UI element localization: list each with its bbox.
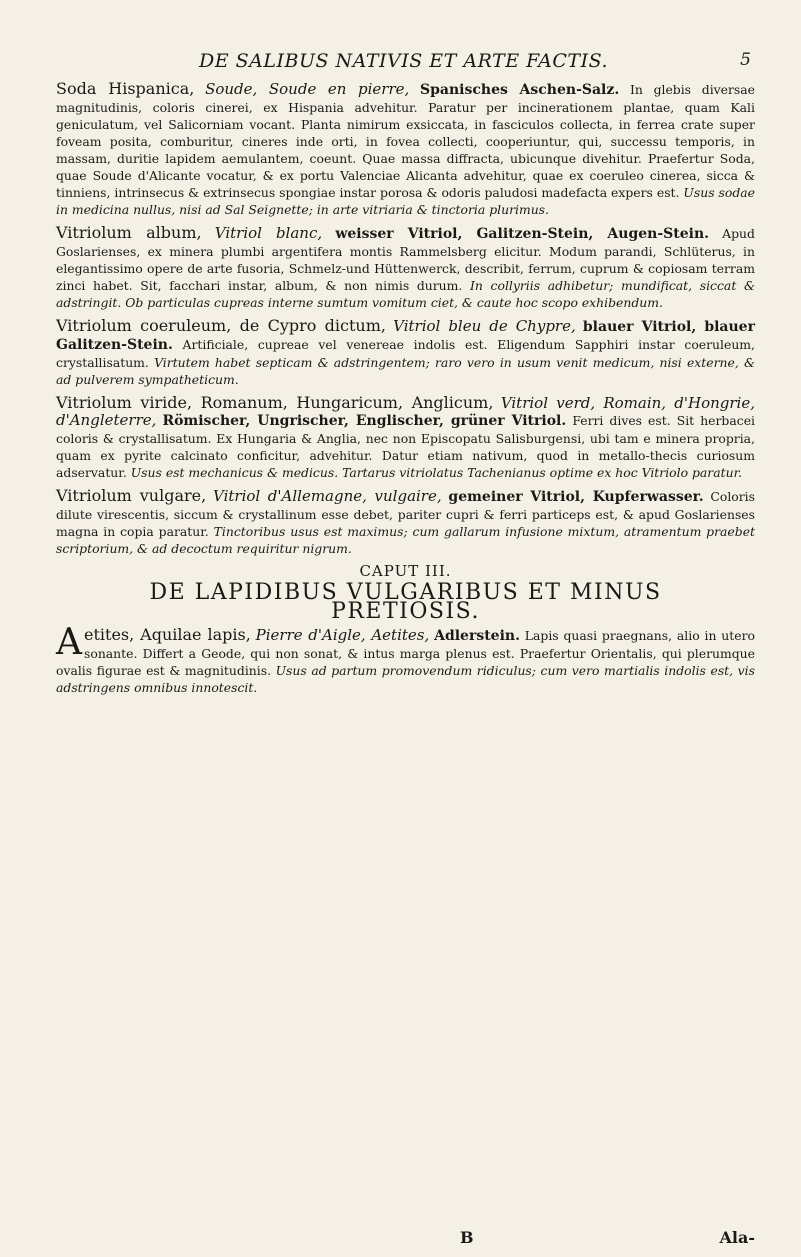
entry-german-name: blauer Vitriol, blauer Galitzen-Stein.	[56, 319, 755, 353]
entry-french-name: Vitriol verd, Romain, d'Hongrie, d'Angleterre,	[56, 394, 755, 429]
entry-french-name: Vitriol bleu de Chypre,	[393, 317, 576, 335]
entry-aetites	[56, 622, 755, 696]
signature-mark: B	[460, 1228, 474, 1247]
page-footer	[56, 1228, 755, 1250]
entry-text: Coloris dilute virescentis, siccum & crystallinum esse debet, pariter cupri & ferri particeps est, & apud Goslarienses magna in copia paratur.	[56, 489, 755, 539]
entry-text: Lapis quasi praegnans, alio in utero sonante. Differt a Geode, qui non sonat, & intus marga plenus est. Praefertur Orientalis, qui plerumque ovalis figurae est & magnitudinis.	[56, 628, 755, 678]
entry-usage: Virtutem habet septicam & adstringentem; raro vero in usum venit medicum, nisi externe, & ad pulverem sympatheticum.	[56, 355, 755, 387]
entry-text: Apud Goslarienses, ex minera plumbi argentifera montis Rammelsberg elicitur. Modum parandi, Schlüterus, in elegantissimo opere de arte fusoria, Schmelz-und Hüttenwerck, describit, ferrum, cuprum & copiosam terram zinci habet. Sit, facchari instar, album, & non nimis durum.	[56, 226, 755, 293]
entry-usage: Usus est mechanicus & medicus. Tartarus vitriolatus Tachenianus optime ex hoc Vitriolo paratur.	[130, 465, 743, 480]
entry-french-name: Pierre d'Aigle, Aetites,	[255, 626, 430, 644]
entry-usage: In collyriis adhibetur; mundificat, siccat & adstringit. Ob particulas cupreas interne sumtum vomitum ciet, & caute hoc scopo exhibendum.	[56, 278, 755, 310]
entry-term: Vitriolum album,	[56, 223, 202, 242]
entry-term: Vitriolum viride, Romanum, Hungaricum, Anglicum,	[56, 393, 494, 412]
chapter-title-continued: PRETIOSIS.	[331, 599, 480, 624]
entry-soda	[56, 80, 755, 218]
entry-usage: Tinctoribus usus est maximus; cum gallarum infusione mixtum, atramentum praebet scriptorium, & ad decoctum requiritur nigrum.	[56, 524, 756, 556]
entry-german-name: weisser Vitriol, Galitzen-Stein, Augen-Stein.	[335, 226, 709, 242]
entry-french-name: Soude, Soude en pierre,	[205, 80, 410, 98]
entry-german-name: gemeiner Vitriol, Kupferwasser.	[448, 489, 704, 505]
page-header	[56, 50, 751, 78]
page-number: 5	[740, 50, 751, 70]
entry-term: etites, Aquilae lapis,	[84, 625, 251, 644]
catchword: Ala-	[719, 1228, 755, 1247]
entry-text: Artificiale, cupreae vel venereae indolis est. Eligendum Sapphiri instar coeruleum, crystallisatum.	[56, 337, 755, 370]
entry-term: Vitriolum coeruleum, de Cypro dictum,	[56, 316, 386, 335]
chapter-number: CAPUT III.	[359, 562, 452, 580]
chapter-heading	[56, 562, 755, 624]
entry-usage: Usus ad partum promovendum ridiculus; cum vero martialis indolis est, vis adstringens omnibus innotescit.	[56, 663, 755, 695]
entry-vitriolum-viride	[56, 394, 755, 481]
page-body	[56, 80, 755, 696]
entry-german-name: Adlerstein.	[434, 628, 520, 644]
entry-usage: Usus sodae in medicina nullus, nisi ad Sal Seignette; in arte vitriaria & tinctoria plurimus.	[56, 185, 755, 217]
entry-german-name: Römischer, Ungrischer, Englischer, grüner Vitriol.	[162, 413, 567, 429]
entry-text: Ferri dives est. Sit herbacei coloris & crystallisatum. Ex Hungaria & Anglia, nec non Episcopatu Salisburgensi, ubi tam e minera propria, quam ex pyrite calcinato conficitur, advehitur. Datur etiam nativum, quod in metallo-thecis curiosum adservatur.	[56, 413, 755, 480]
entry-vitriolum-coeruleum	[56, 317, 755, 388]
drop-cap: A	[56, 622, 82, 663]
entry-vitriolum-vulgare	[56, 487, 755, 557]
entry-term: Vitriolum vulgare,	[56, 486, 207, 505]
chapter-title: DE LAPIDIBUS VULGARIBUS ET MINUS	[149, 580, 662, 605]
entry-french-name: Vitriol blanc,	[214, 224, 323, 242]
entry-vitriolum-album	[56, 224, 755, 311]
entry-german-name: Spanisches Aschen-Salz.	[420, 82, 620, 98]
entry-text: In glebis diversae magnitudinis, coloris cinerei, ex Hispania advehitur. Paratur per incinerationem plantae, quam Kali geniculatum, vel Salicorniam vocant. Planta nimirum exsiccata, in fasciculos collecta, in ferrea crate super foveam posita, comburitur, cineres inde orti, in fovea collecti, cooperiuntur, qui, successu temporis, in massam, duritie lapidem aemulantem, coeunt. Quae massa diffracta, ubicunque divehitur. Praefertur Soda, quae Soude d'Alicante vocatur, & ex portu Valenciae Alicanta advehitur, quae ex coeruleo cinerea, sicca & tinniens, intrinsecus & extrinsecus spongiae instar porosa & odoris paludosi madefacta expers est.	[56, 82, 756, 200]
running-head: DE SALIBUS NATIVIS ET ARTE FACTIS.	[198, 50, 608, 72]
entry-french-name: Vitriol d'Allemagne, vulgaire,	[213, 487, 442, 505]
entry-term: Soda Hispanica,	[56, 79, 195, 98]
